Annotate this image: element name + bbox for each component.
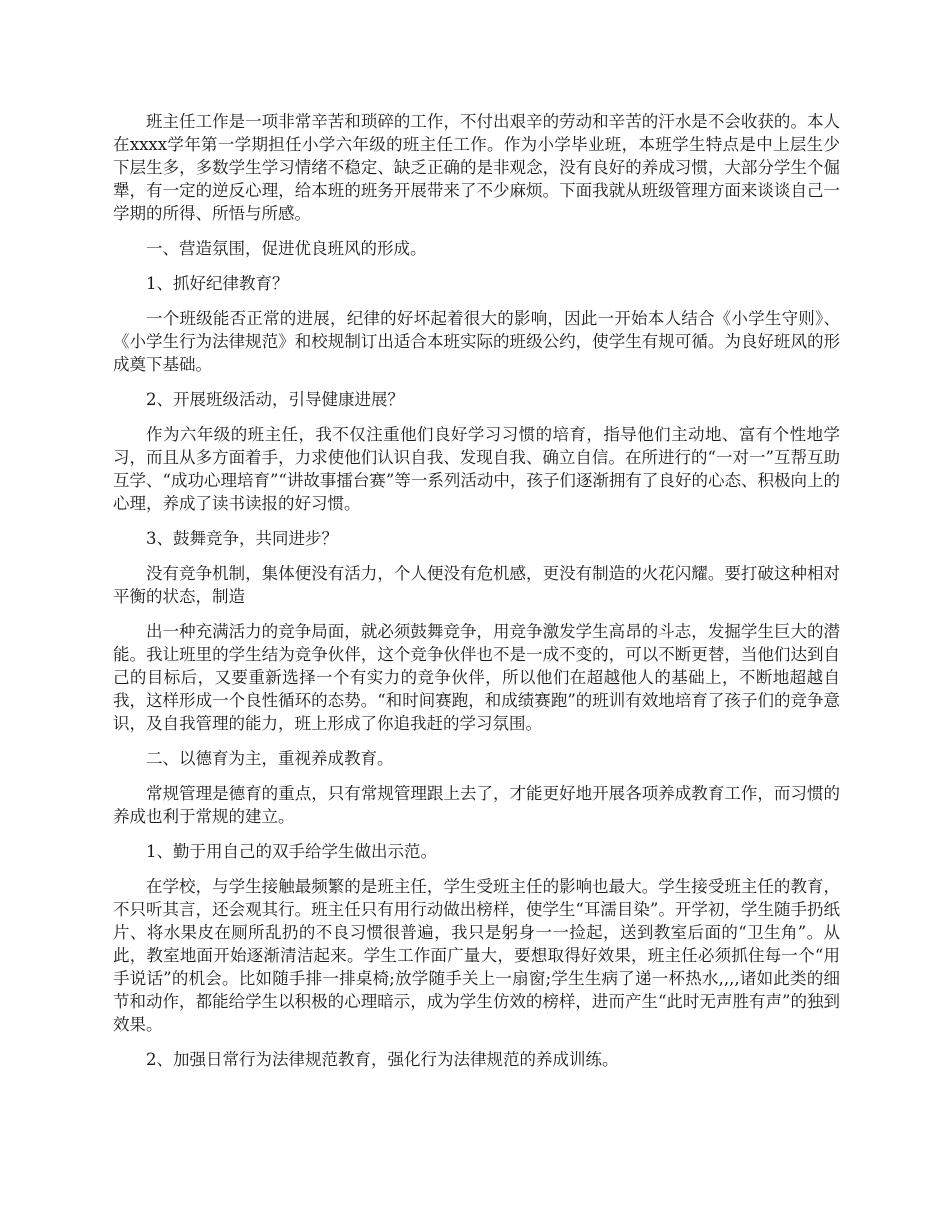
- paragraph-routine: 常规管理是德育的重点，只有常规管理跟上去了，才能更好地开展各项养成教育工作，而习惯的养成也利于常规的建立。: [113, 784, 840, 826]
- intro-paragraph: 班主任工作是一项非常辛苦和琐碎的工作，不付出艰辛的劳动和辛苦的汗水是不会收获的。本人在xxxx学年第一学期担任小学六年级的班主任工作。作为小学毕业班，本班学生特点是中上层生少下层生多，多数学生学习情绪不稳定、缺乏正确的是非观念，没有良好的养成习惯，大部分学生个倔犟，有一定的逆反心理，给本班的班务开展带来了不少麻烦。下面我就从班级管理方面来谈谈自己一学期的所得、所悟与所感。: [113, 112, 840, 223]
- subheading-1-1: 1、抓好纪律教育？: [146, 274, 289, 293]
- paragraph-competition-a: 没有竞争机制，集体便没有活力，个人便没有危机感，更没有制造的火花闪耀。要打破这种相对平衡的状态，制造: [113, 564, 840, 606]
- subheading-1-2: 2、开展班级活动，引导健康进展？: [146, 390, 404, 409]
- paragraph-competition-b: 出一种充满活力的竞争局面，就必须鼓舞竞争，用竞争激发学生高昂的斗志，发掘学生巨大的潜能。我让班里的学生结为竞争伙伴，这个竞争伙伴也不是一成不变的，可以不断更替，当他们达到自己的目标后，又要重新选择一个有实力的竞争伙伴，所以他们在超越他人的基础上，不断地超越自我，这样形成一个良性循环的态势。“和时间赛跑，和成绩赛跑”的班训有效地培育了孩子们的竞争意识，及自我管理的能力，班上形成了你追我赶的学习氛围。: [113, 622, 840, 733]
- section-heading-2: 二、以德育为主，重视养成教育。: [146, 749, 394, 768]
- section-heading-1: 一、营造氛围，促进优良班风的形成。: [146, 239, 427, 258]
- subheading-1-3: 3、鼓舞竞争，共同进步？: [146, 529, 338, 548]
- paragraph-discipline: 一个班级能否正常的进展，纪律的好坏起着很大的影响，因此一开始本人结合《小学生守则》、《小学生行为法律规范》和校规制订出适合本班实际的班级公约，使学生有规可循。为良好班风的形成奠下基础。: [113, 309, 840, 374]
- subheading-2-1: 1、勤于用自己的双手给学生做出示范。: [146, 842, 437, 861]
- subheading-2-2: 2、加强日常行为法律规范教育，强化行为法律规范的养成训练。: [146, 1050, 619, 1069]
- document-page: [113, 110, 840, 1083]
- paragraph-activities: 作为六年级的班主任，我不仅注重他们良好学习习惯的培育，指导他们主动地、富有个性地学习，而且从多方面着手，力求使他们认识自我、发现自我、确立自信。在所进行的“一对一”互帮互助互学、“成功心理培育”“讲故事擂台赛”等一系列活动中，孩子们逐渐拥有了良好的心态、积极向上的心理，养成了读书读报的好习惯。: [113, 425, 840, 513]
- paragraph-example: 在学校，与学生接触最频繁的是班主任，学生受班主任的影响也最大。学生接受班主任的教育，不只听其言，还会观其行。班主任只有用行动做出榜样，使学生“耳濡目染”。开学初，学生随手扔纸片、将水果皮在厕所乱扔的不良习惯很普遍，我只是躬身一一捡起，送到教室后面的“卫生角”。从此，教室地面开始逐渐清洁起来。学生工作面广量大，要想取得好效果，班主任必须抓住每一个“用手说话”的机会。比如随手排一排桌椅;放学随手关上一扇窗;学生生病了递一杯热水,,,,诸如此类的细节和动作，都能给学生以积极的心理暗示，成为学生仿效的榜样，进而产生“此时无声胜有声”的独到效果。: [113, 877, 840, 1034]
